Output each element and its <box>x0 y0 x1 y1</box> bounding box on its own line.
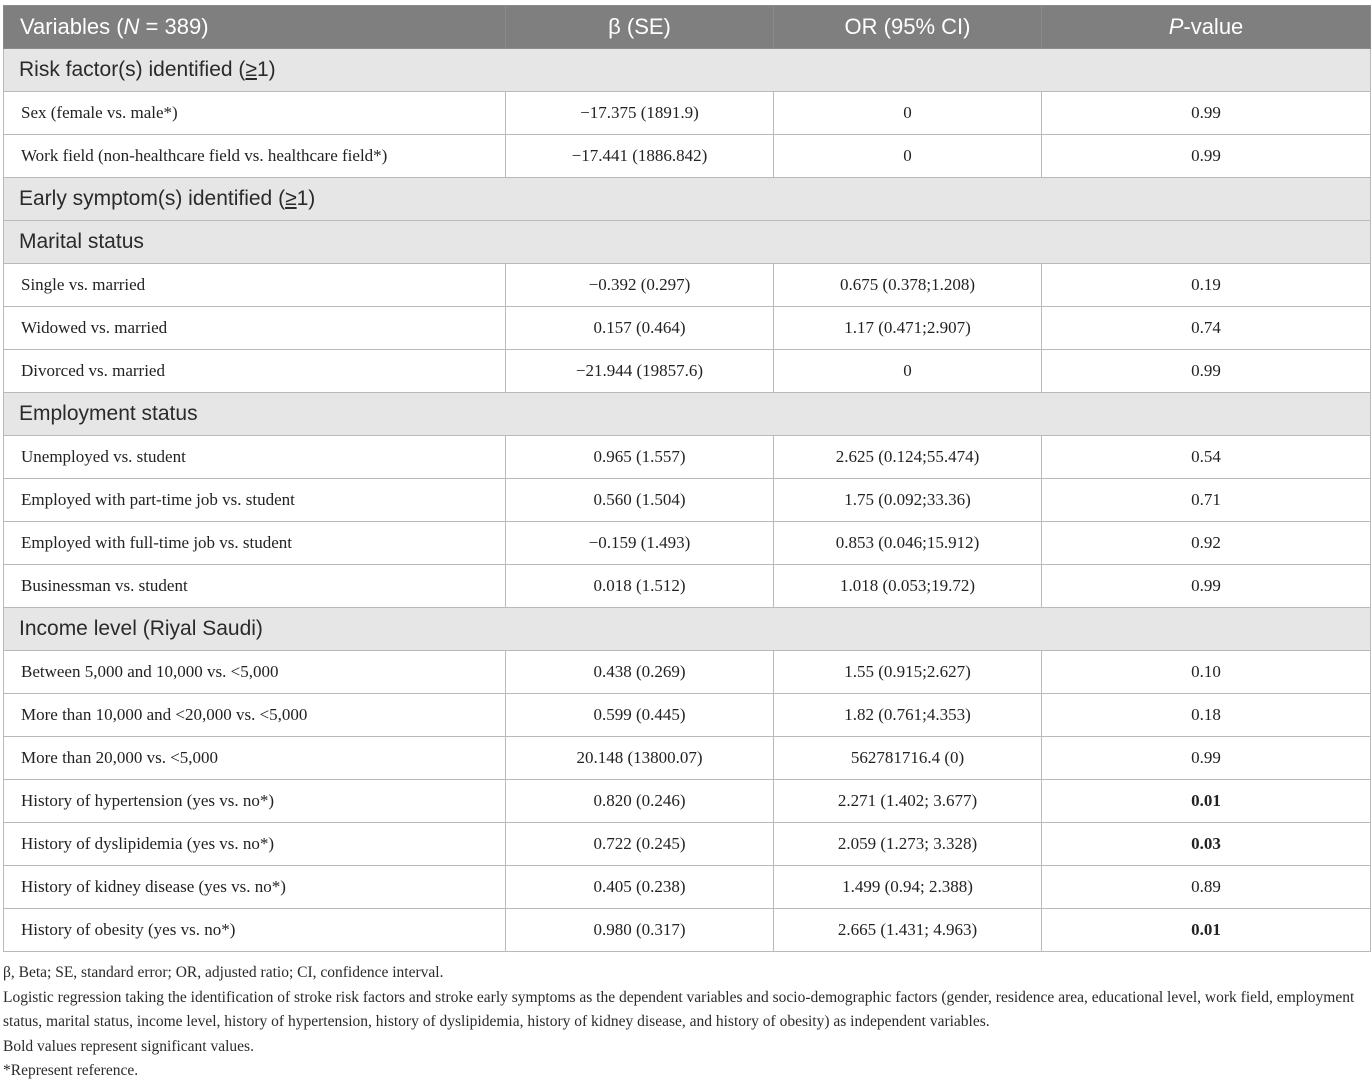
cell-or: 0 <box>774 135 1042 178</box>
cell-variable: Businessman vs. student <box>4 565 506 608</box>
section-label: Risk factor(s) identified (≥1) <box>4 49 1371 92</box>
cell-p: 0.10 <box>1042 651 1371 694</box>
cell-or: 1.17 (0.471;2.907) <box>774 307 1042 350</box>
table-footnotes <box>3 961 1369 1084</box>
header-variables: Variables (N = 389) <box>4 6 506 49</box>
cell-p-significant: 0.01 <box>1042 909 1371 952</box>
cell-variable: History of kidney disease (yes vs. no*) <box>4 866 506 909</box>
cell-beta: 0.965 (1.557) <box>506 436 774 479</box>
section-row-employment-status <box>4 393 1371 436</box>
cell-or: 0 <box>774 92 1042 135</box>
cell-beta: 0.722 (0.245) <box>506 823 774 866</box>
cell-p: 0.71 <box>1042 479 1371 522</box>
cell-p: 0.19 <box>1042 264 1371 307</box>
section-label: Marital status <box>4 221 1371 264</box>
cell-or: 0.675 (0.378;1.208) <box>774 264 1042 307</box>
cell-beta: 0.018 (1.512) <box>506 565 774 608</box>
cell-beta: 0.438 (0.269) <box>506 651 774 694</box>
cell-p: 0.89 <box>1042 866 1371 909</box>
cell-variable: History of obesity (yes vs. no*) <box>4 909 506 952</box>
cell-variable: Divorced vs. married <box>4 350 506 393</box>
table-row <box>4 350 1371 393</box>
cell-variable: Sex (female vs. male*) <box>4 92 506 135</box>
cell-variable: Work field (non-healthcare field vs. healthcare field*) <box>4 135 506 178</box>
cell-or: 562781716.4 (0) <box>774 737 1042 780</box>
header-beta: β (SE) <box>506 6 774 49</box>
cell-beta: 20.148 (13800.07) <box>506 737 774 780</box>
cell-variable: History of dyslipidemia (yes vs. no*) <box>4 823 506 866</box>
table-row <box>4 479 1371 522</box>
table-row <box>4 264 1371 307</box>
cell-p: 0.99 <box>1042 565 1371 608</box>
table-row <box>4 565 1371 608</box>
cell-variable: History of hypertension (yes vs. no*) <box>4 780 506 823</box>
cell-beta: −21.944 (19857.6) <box>506 350 774 393</box>
cell-variable: Single vs. married <box>4 264 506 307</box>
cell-or: 0.853 (0.046;15.912) <box>774 522 1042 565</box>
cell-beta: 0.560 (1.504) <box>506 479 774 522</box>
section-label: Early symptom(s) identified (≥1) <box>4 178 1371 221</box>
table-row <box>4 823 1371 866</box>
footnote-method: Logistic regression taking the identification of stroke risk factors and stroke early symptoms as the dependent variables and socio-demographic factors (gender, residence area, educational level, work field, employment status, marital status, income level, history of hypertension, history of dyslipidemia, history of kidney disease, and history of obesity) as independent variables. <box>3 988 1355 1030</box>
cell-beta: −0.159 (1.493) <box>506 522 774 565</box>
cell-or: 1.75 (0.092;33.36) <box>774 479 1042 522</box>
table-row <box>4 780 1371 823</box>
section-row-early-symptoms <box>4 178 1371 221</box>
footnote-reference: *Represent reference. <box>3 1062 139 1079</box>
footnote-bold: Bold values represent significant values. <box>3 1037 254 1055</box>
regression-table <box>3 5 1371 952</box>
cell-or: 2.271 (1.402; 3.677) <box>774 780 1042 823</box>
cell-or: 2.059 (1.273; 3.328) <box>774 823 1042 866</box>
cell-beta: −17.375 (1891.9) <box>506 92 774 135</box>
table-row <box>4 522 1371 565</box>
cell-p: 0.99 <box>1042 350 1371 393</box>
header-or: OR (95% CI) <box>774 6 1042 49</box>
cell-or: 1.499 (0.94; 2.388) <box>774 866 1042 909</box>
table-row <box>4 92 1371 135</box>
footnote-abbreviations: β, Beta; SE, standard error; OR, adjusted ratio; CI, confidence interval. <box>3 964 444 981</box>
cell-p: 0.18 <box>1042 694 1371 737</box>
cell-beta: 0.599 (0.445) <box>506 694 774 737</box>
cell-beta: −0.392 (0.297) <box>506 264 774 307</box>
table-row <box>4 737 1371 780</box>
cell-p: 0.74 <box>1042 307 1371 350</box>
cell-p: 0.99 <box>1042 737 1371 780</box>
cell-beta: 0.157 (0.464) <box>506 307 774 350</box>
cell-or: 0 <box>774 350 1042 393</box>
table-row <box>4 135 1371 178</box>
cell-variable: Between 5,000 and 10,000 vs. <5,000 <box>4 651 506 694</box>
table-row <box>4 694 1371 737</box>
section-row-marital-status <box>4 221 1371 264</box>
cell-variable: More than 20,000 vs. <5,000 <box>4 737 506 780</box>
cell-beta: −17.441 (1886.842) <box>506 135 774 178</box>
table-row <box>4 436 1371 479</box>
cell-variable: More than 10,000 and <20,000 vs. <5,000 <box>4 694 506 737</box>
header-p-value: P-value <box>1042 6 1371 49</box>
cell-p: 0.99 <box>1042 135 1371 178</box>
section-row-income-level <box>4 608 1371 651</box>
cell-variable: Employed with part-time job vs. student <box>4 479 506 522</box>
cell-or: 2.625 (0.124;55.474) <box>774 436 1042 479</box>
table-row <box>4 866 1371 909</box>
table-row <box>4 651 1371 694</box>
table-row <box>4 307 1371 350</box>
cell-variable: Unemployed vs. student <box>4 436 506 479</box>
cell-or: 1.82 (0.761;4.353) <box>774 694 1042 737</box>
cell-or: 1.018 (0.053;19.72) <box>774 565 1042 608</box>
cell-beta: 0.820 (0.246) <box>506 780 774 823</box>
cell-variable: Employed with full-time job vs. student <box>4 522 506 565</box>
cell-variable: Widowed vs. married <box>4 307 506 350</box>
table-header-row <box>4 6 1371 49</box>
table-row <box>4 909 1371 952</box>
cell-or: 2.665 (1.431; 4.963) <box>774 909 1042 952</box>
cell-p-significant: 0.03 <box>1042 823 1371 866</box>
section-label: Employment status <box>4 393 1371 436</box>
section-label: Income level (Riyal Saudi) <box>4 608 1371 651</box>
cell-p: 0.54 <box>1042 436 1371 479</box>
cell-beta: 0.405 (0.238) <box>506 866 774 909</box>
cell-beta: 0.980 (0.317) <box>506 909 774 952</box>
cell-or: 1.55 (0.915;2.627) <box>774 651 1042 694</box>
cell-p-significant: 0.01 <box>1042 780 1371 823</box>
section-row-risk-factors <box>4 49 1371 92</box>
cell-p: 0.99 <box>1042 92 1371 135</box>
cell-p: 0.92 <box>1042 522 1371 565</box>
